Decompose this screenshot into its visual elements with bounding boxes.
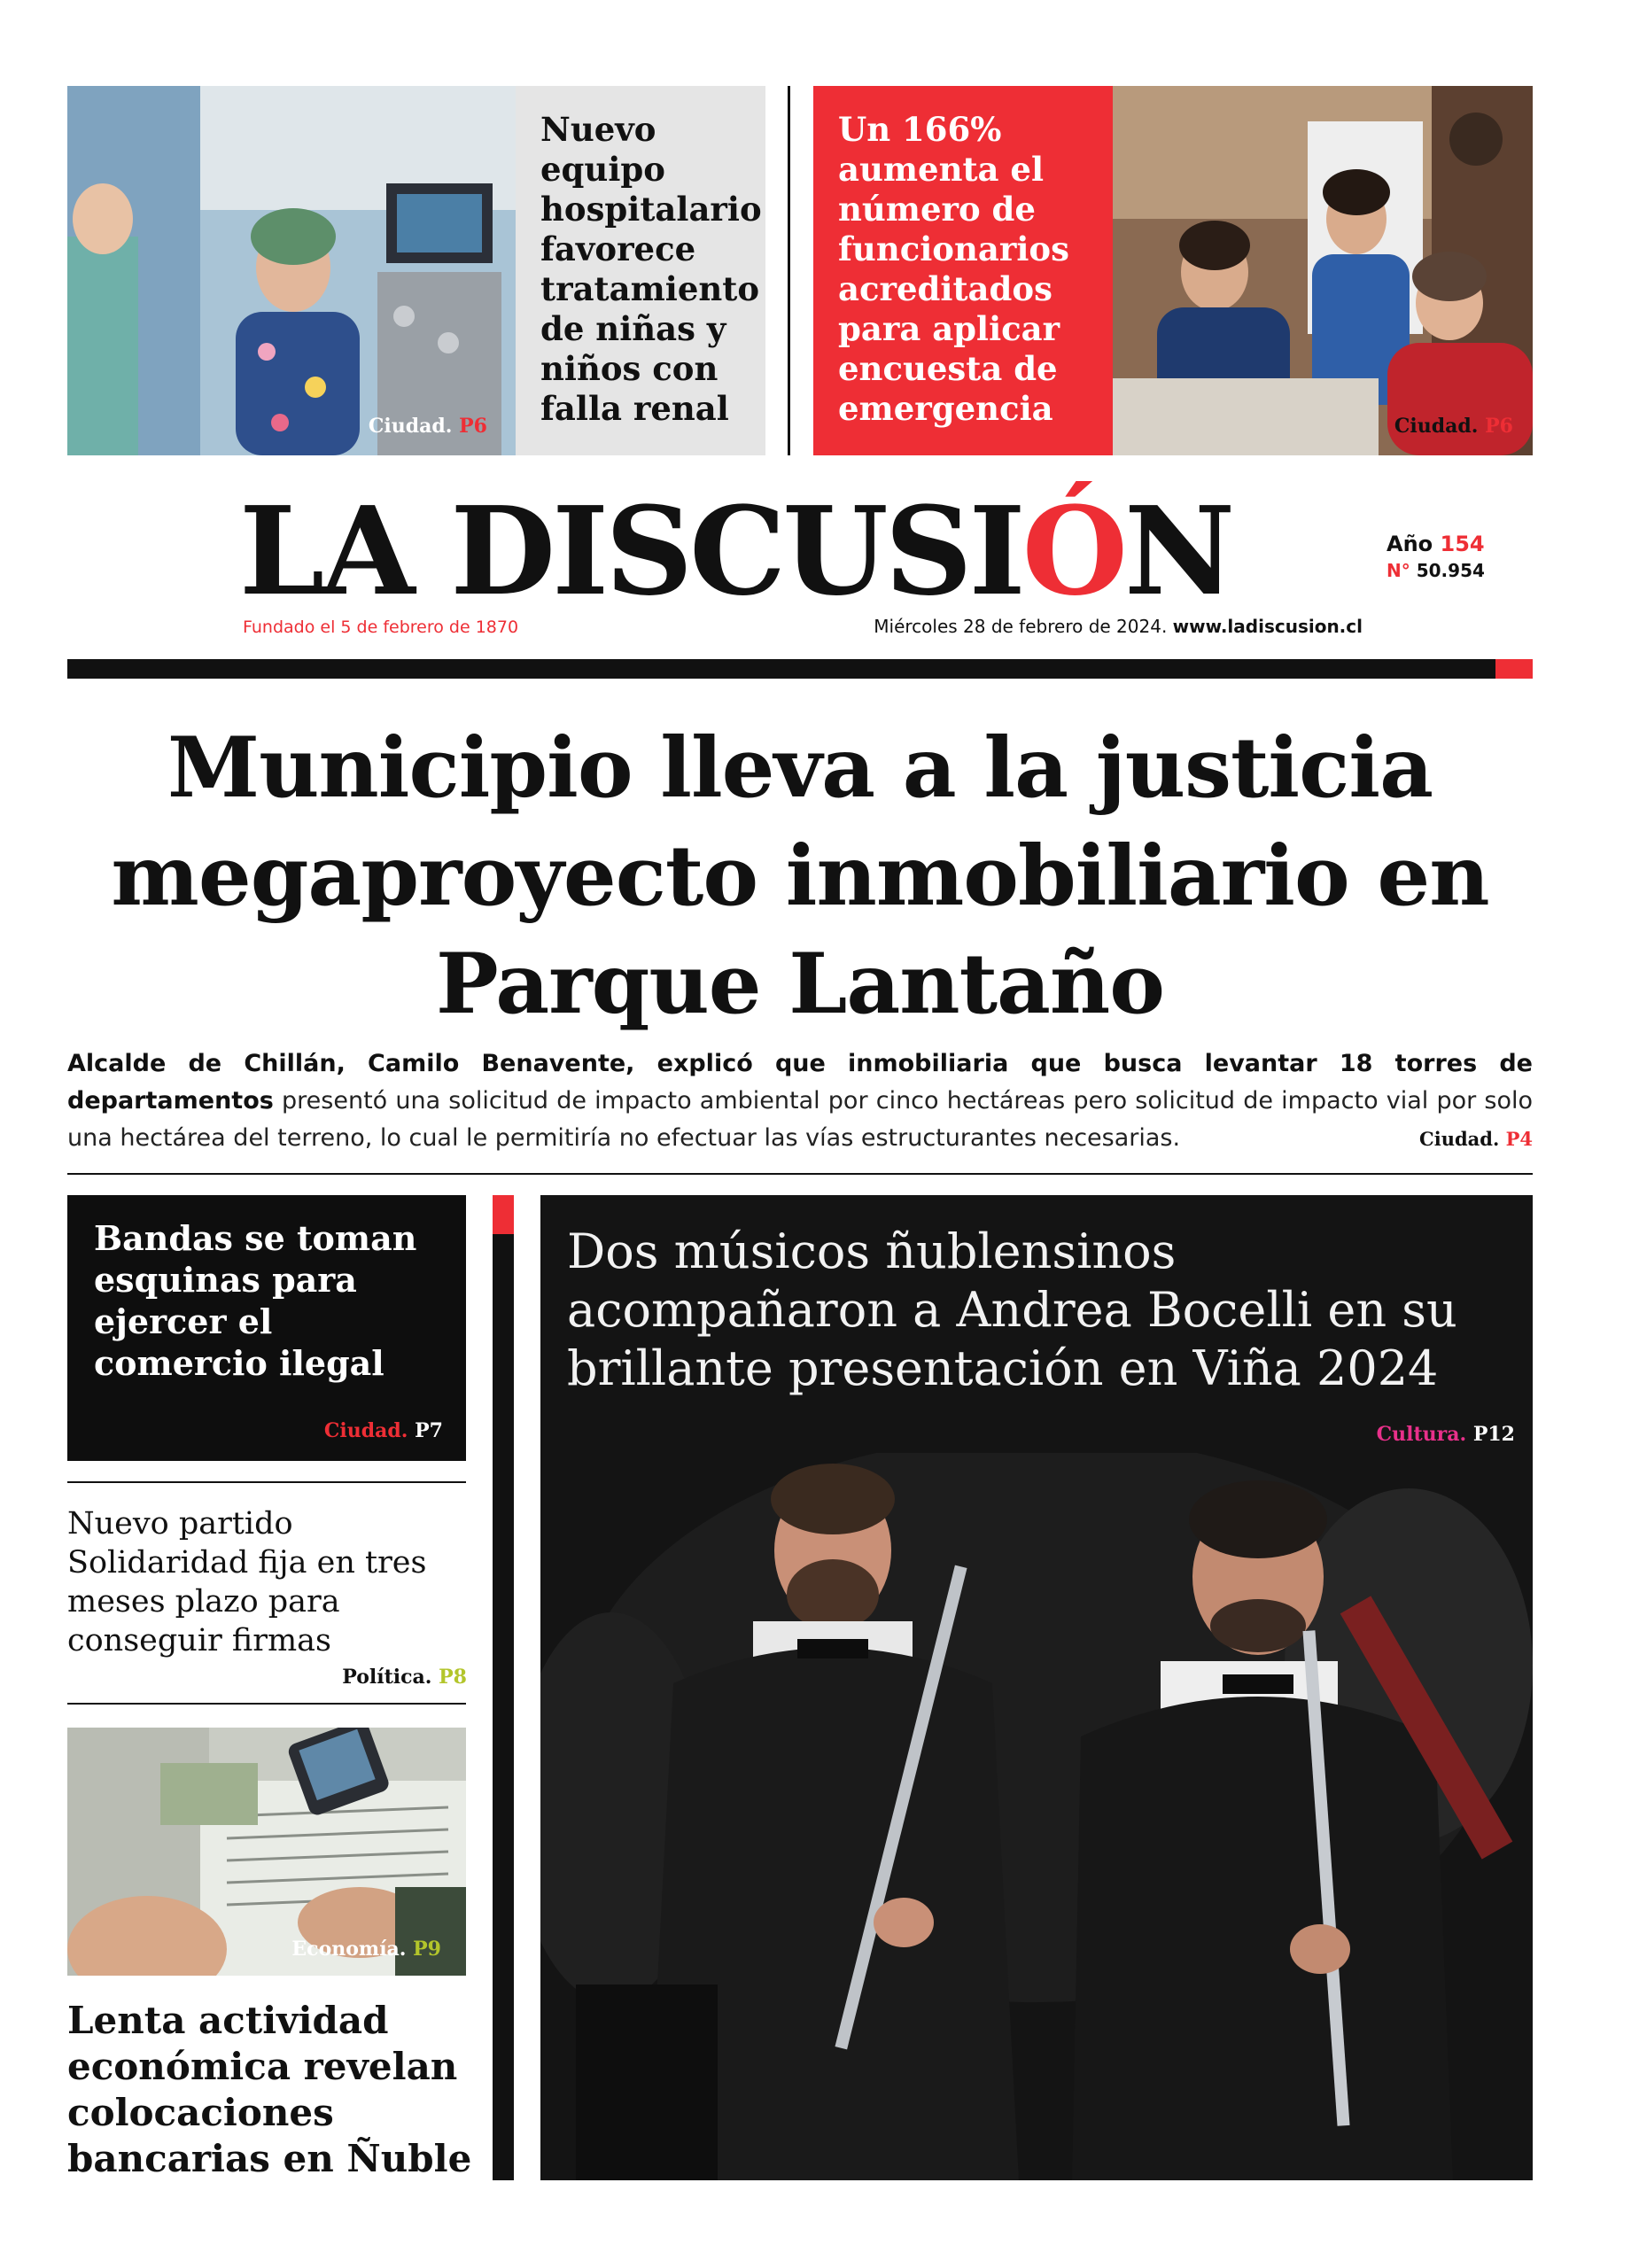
- logo-text-a: LA DISCUSI: [239, 480, 1022, 623]
- page-ref: P9: [413, 1938, 441, 1961]
- economia-section-tag[interactable]: [291, 1938, 441, 1961]
- issue-year: [1387, 532, 1485, 556]
- column-divider: [493, 1195, 514, 2180]
- column-divider-accent: [493, 1195, 514, 1234]
- masthead-rule-accent: [1495, 659, 1533, 679]
- page-ref: P7: [415, 1419, 443, 1442]
- hospital-section-tag[interactable]: [369, 415, 487, 438]
- section-name: Economía.: [291, 1938, 407, 1961]
- page-ref: P8: [439, 1666, 467, 1689]
- bandas-section-tag[interactable]: [324, 1419, 443, 1442]
- section-name: Ciudad.: [323, 1419, 408, 1442]
- section-name: Ciudad.: [1419, 1128, 1500, 1150]
- hospital-photo: [67, 86, 516, 455]
- musicians-photo: [540, 1453, 1533, 2180]
- logo-text-b: N: [1124, 480, 1232, 623]
- section-name: Cultura.: [1376, 1423, 1467, 1446]
- encuesta-teaser-title[interactable]: Un 166% aumenta el número de funcionarios acreditados para aplicar encuesta de emergencia: [838, 110, 1069, 428]
- top-divider: [788, 86, 790, 455]
- page-ref: P12: [1472, 1423, 1515, 1446]
- page-ref: P6: [1485, 415, 1513, 438]
- masthead-rule: [67, 659, 1495, 679]
- edition-date: Miércoles 28 de febrero de 2024.: [874, 616, 1168, 637]
- logo-accent-letter: Ó: [1021, 480, 1125, 623]
- section-name: Política.: [342, 1666, 432, 1689]
- masthead-logo[interactable]: [239, 480, 1232, 623]
- website-link[interactable]: www.ladiscusion.cl: [1172, 616, 1363, 637]
- partido-title[interactable]: Nuevo partido Solidaridad fija en tres meses plazo para conseguir firmas: [67, 1506, 427, 1658]
- left-rule: [67, 1481, 466, 1483]
- hospital-teaser-title[interactable]: Nuevo equipo hospitalario favorece tratamiento de niñas y niños con falla renal: [540, 110, 762, 428]
- page-ref: P4: [1505, 1128, 1533, 1150]
- encuesta-section-tag[interactable]: [1394, 415, 1513, 438]
- lead-rule: [67, 1173, 1533, 1175]
- main-section-tag[interactable]: [1419, 1128, 1533, 1150]
- year-value: 154: [1440, 532, 1485, 556]
- partido-section-tag[interactable]: [342, 1666, 467, 1689]
- page-ref: P6: [459, 415, 487, 438]
- cultura-title[interactable]: Dos músicos ñublensinos acompañaron a Andrea Bocelli en su brillante presentación en Viña 2024: [567, 1223, 1457, 1396]
- year-label: Año: [1387, 532, 1433, 556]
- section-name: Ciudad.: [368, 415, 453, 438]
- cultura-section-tag[interactable]: [1377, 1423, 1515, 1446]
- left-rule: [67, 1703, 466, 1705]
- lead-text: presentó una solicitud de impacto ambiental por cinco hectáreas pero solicitud de impacto vial por solo una hectárea del terreno, lo cual le permitiría no efectuar las vías estructurantes necesarias.: [67, 1087, 1533, 1152]
- encuesta-photo: [1113, 86, 1533, 455]
- founded-line: Fundado el 5 de febrero de 1870: [243, 617, 519, 637]
- number-value: 50.954: [1416, 560, 1485, 581]
- bandas-title[interactable]: Bandas se toman esquinas para ejercer el comercio ilegal: [94, 1218, 417, 1383]
- section-name: Ciudad.: [1394, 415, 1479, 438]
- main-lead: [67, 1045, 1533, 1157]
- issue-number: [1387, 560, 1485, 581]
- lenta-title[interactable]: Lenta actividad económica revelan colocaciones bancarias en Ñuble: [67, 1999, 472, 2180]
- lead-bold: Alcalde de Chillán, Camilo Benavente, explicó que inmobiliaria que busca levantar 18 torres de departamentos: [67, 1050, 1533, 1115]
- date-line: [874, 616, 1363, 637]
- main-headline[interactable]: Municipio lleva a la justicia megaproyecto inmobiliario en Parque Lantaño: [111, 719, 1489, 1033]
- number-label: N°: [1387, 560, 1410, 581]
